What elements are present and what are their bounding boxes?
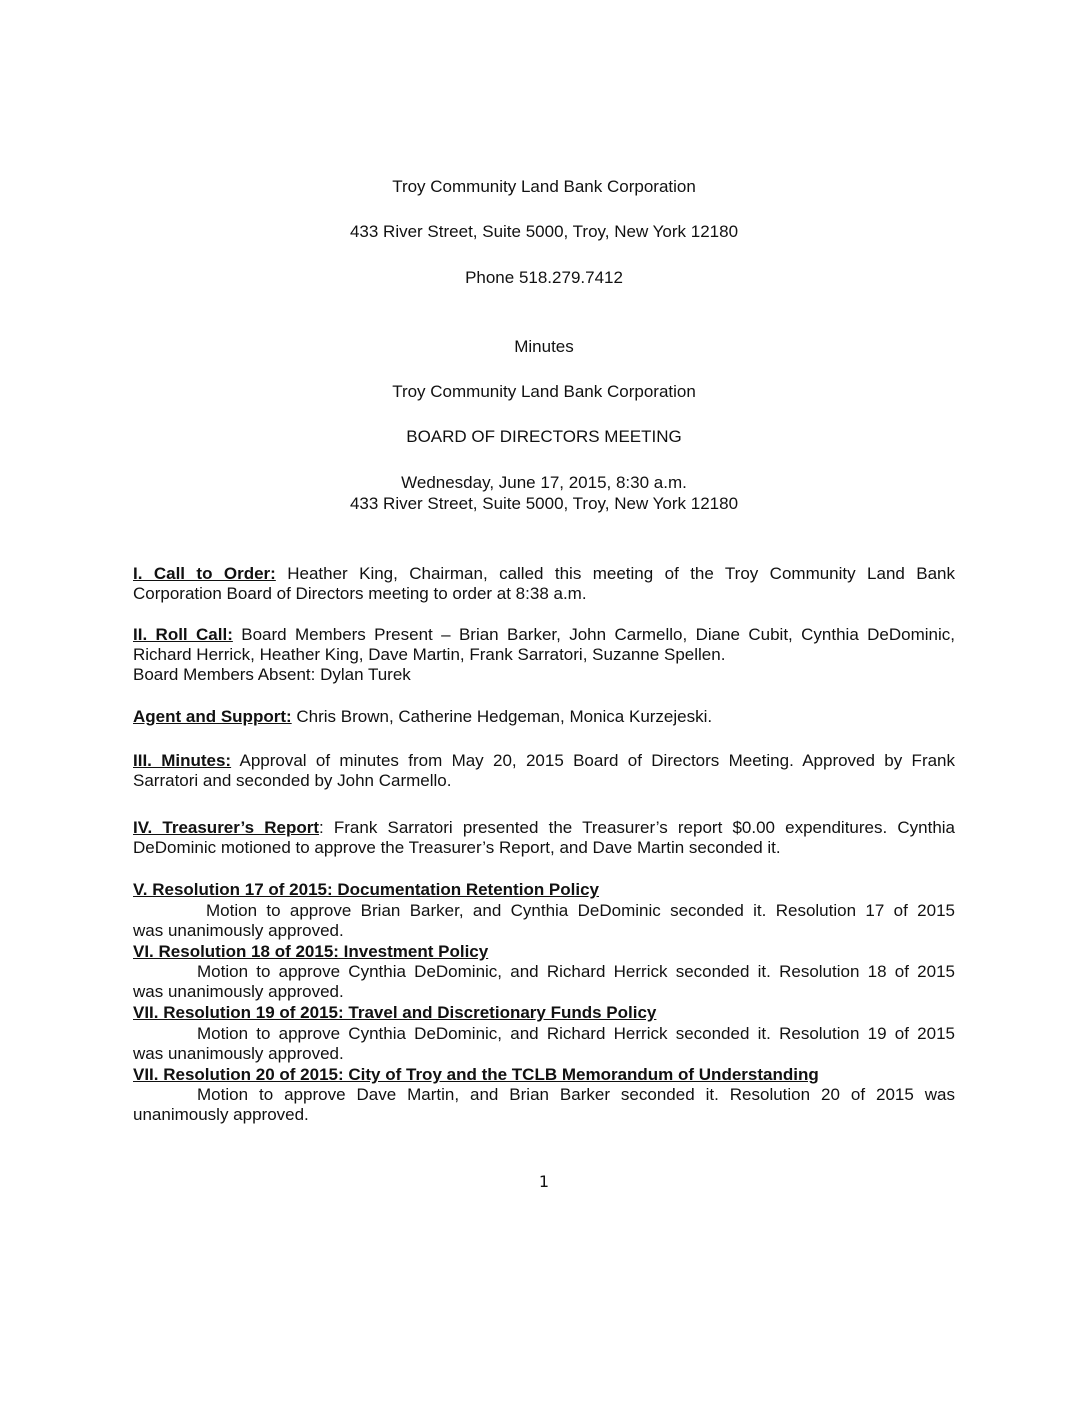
doc-type-title: Minutes [514, 337, 574, 356]
resolution-19-body [133, 1024, 955, 1064]
section-call-to-order [133, 564, 955, 604]
section-treasurer-report [133, 818, 955, 858]
call-to-order-text-1: Heather King, Chairman, called this meeting of the Troy Community Land Bank [275, 564, 956, 583]
roll-call-text-2: Richard Herrick, Heather King, Dave Martin, Frank Sarratori, Suzanne Spellen. [133, 645, 726, 664]
section-agent-support [133, 707, 955, 727]
minutes-text-1: Approval of minutes from May 20, 2015 Board of Directors Meeting. Approved by Frank [231, 751, 956, 770]
resolution-20-body [133, 1085, 955, 1125]
resolution-17-text-2: was unanimously approved. [133, 921, 344, 940]
agent-support-label: Agent and Support: [133, 707, 292, 726]
meeting-type: BOARD OF DIRECTORS MEETING [406, 427, 682, 446]
letterhead-address: 433 River Street, Suite 5000, Troy, New York 12180 [349, 222, 739, 241]
resolution-19-heading: VII. Resolution 19 of 2015: Travel and Discretionary Funds Policy [133, 1003, 657, 1022]
resolution-20-text-2: unanimously approved. [133, 1105, 309, 1124]
section-minutes [133, 751, 955, 791]
meeting-location: 433 River Street, Suite 5000, Troy, New York 12180 [349, 494, 739, 513]
call-to-order-label: I. Call to Order: [133, 564, 276, 583]
resolution-18-heading: VI. Resolution 18 of 2015: Investment Policy [133, 942, 489, 961]
resolution-17-text-1: Motion to approve Brian Barker, and Cynthia DeDominic seconded it. Resolution 17 of 2015 [206, 901, 955, 920]
resolution-18-body [133, 962, 955, 1002]
resolution-19-text-1: Motion to approve Cynthia DeDominic, and Richard Herrick seconded it. Resolution 19 of 2015 [197, 1024, 955, 1043]
resolution-18-text-1: Motion to approve Cynthia DeDominic, and Richard Herrick seconded it. Resolution 18 of 2015 [197, 962, 955, 981]
resolution-20-text-1: Motion to approve Dave Martin, and Brian Barker seconded it. Resolution 20 of 2015 was [197, 1085, 955, 1104]
treasurer-report-label: IV. Treasurer’s Report [133, 818, 319, 837]
resolution-20-heading: VII. Resolution 20 of 2015: City of Troy and the TCLB Memorandum of Understanding [133, 1065, 819, 1084]
meeting-date-time: Wednesday, June 17, 2015, 8:30 a.m. [401, 473, 687, 492]
roll-call-text-1: Board Members Present – Brian Barker, John Carmello, Diane Cubit, Cynthia DeDominic, [232, 625, 955, 644]
page-number: 1 [538, 1172, 550, 1191]
call-to-order-text-2: Corporation Board of Directors meeting to order at 8:38 a.m. [133, 584, 587, 603]
roll-call-absent: Board Members Absent: Dylan Turek [133, 665, 411, 684]
roll-call-label: II. Roll Call: [133, 625, 233, 644]
letterhead-org-name: Troy Community Land Bank Corporation [392, 177, 696, 196]
meeting-org-name: Troy Community Land Bank Corporation [392, 382, 696, 401]
letterhead-phone: Phone 518.279.7412 [465, 268, 623, 287]
section-roll-call [133, 625, 955, 685]
resolution-17-body [133, 901, 955, 941]
agent-support-text: Chris Brown, Catherine Hedgeman, Monica Kurzejeski. [291, 707, 713, 726]
resolution-17-heading: V. Resolution 17 of 2015: Documentation Retention Policy [133, 880, 600, 899]
treasurer-report-text-2: DeDominic motioned to approve the Treasurer’s Report, and Dave Martin seconded it. [133, 838, 781, 857]
minutes-text-2: Sarratori and seconded by John Carmello. [133, 771, 452, 790]
resolution-18-text-2: was unanimously approved. [133, 982, 344, 1001]
minutes-label: III. Minutes: [133, 751, 232, 770]
treasurer-report-text-1: : Frank Sarratori presented the Treasurer’s report $0.00 expenditures. Cynthia [319, 818, 956, 837]
resolution-19-text-2: was unanimously approved. [133, 1044, 344, 1063]
